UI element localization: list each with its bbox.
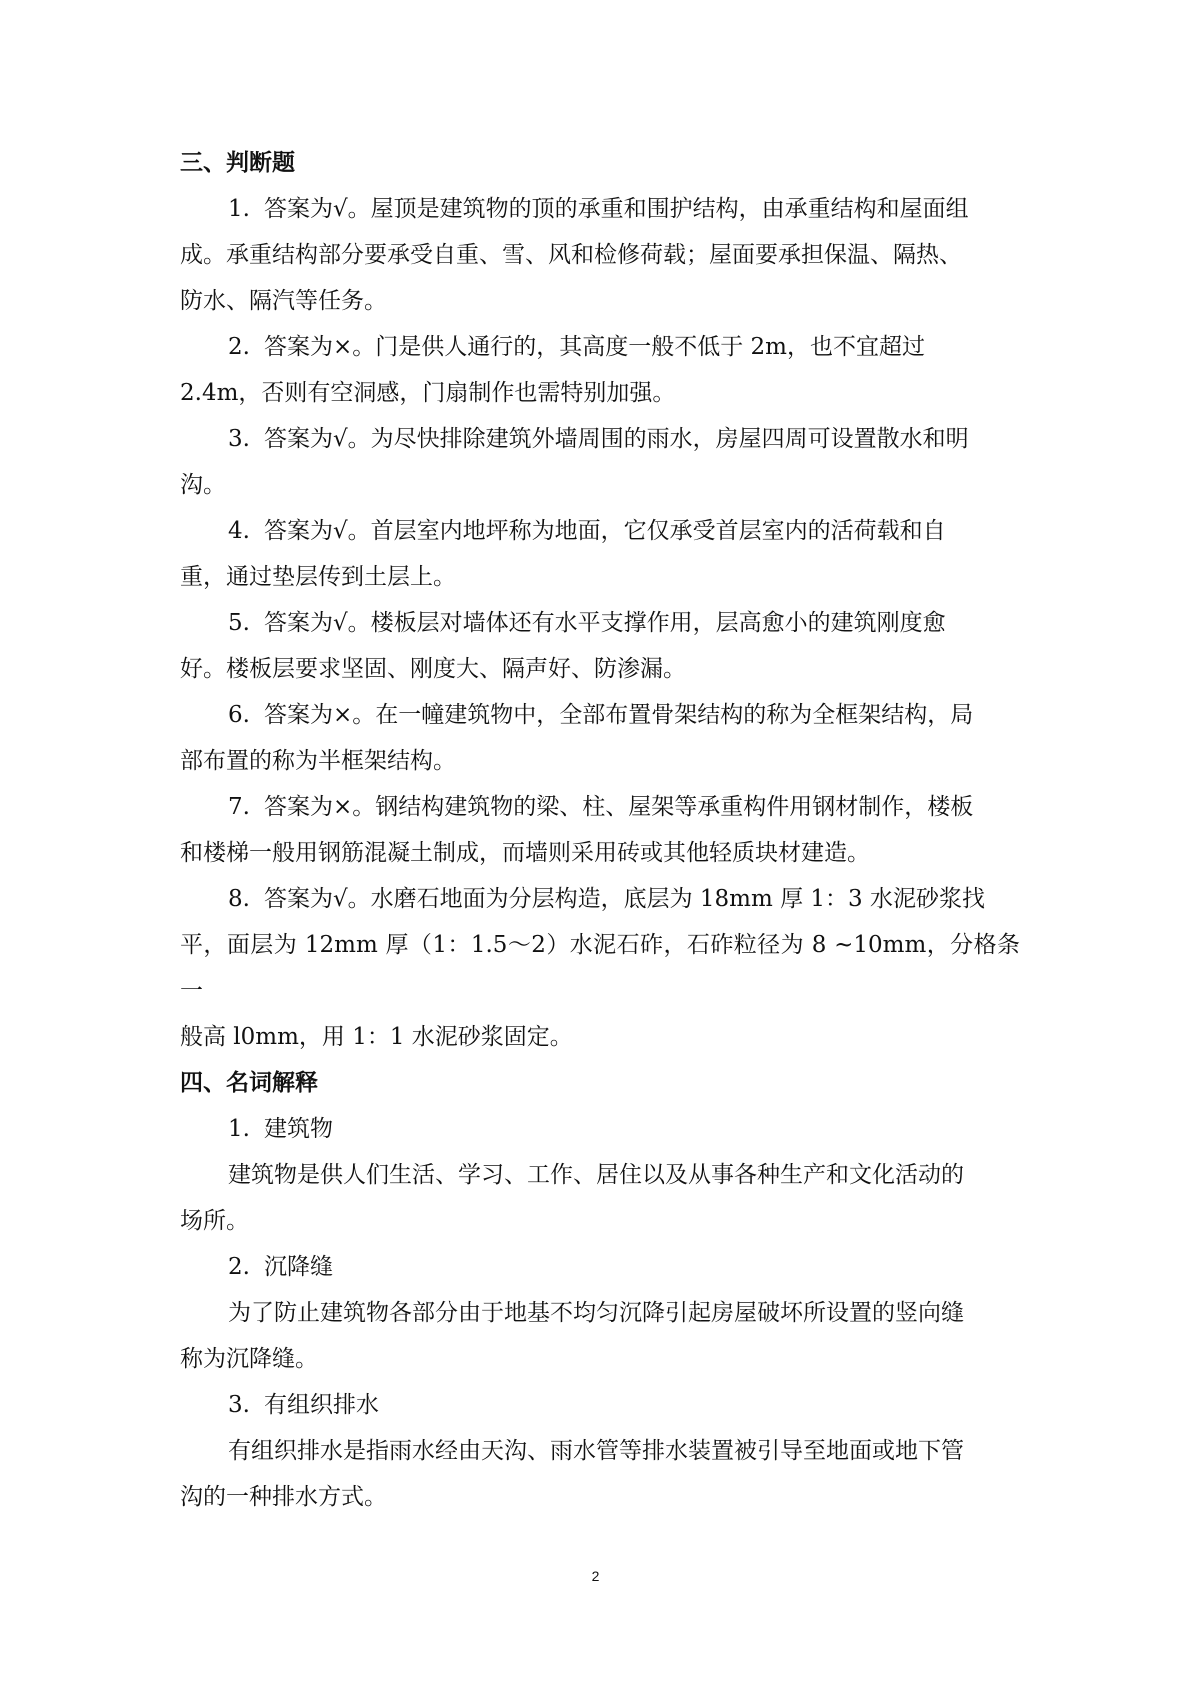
term-number: 2. xyxy=(228,1254,250,1280)
term-definition-1 xyxy=(180,1152,1020,1244)
item-number: 4. xyxy=(228,518,250,544)
item-text: 答案为√。楼板层对墙体还有水平支撑作用，层高愈小的建筑刚度愈 xyxy=(263,610,946,636)
page-content xyxy=(180,140,1020,1520)
term-definition-2 xyxy=(180,1290,1020,1382)
term-name: 建筑物 xyxy=(263,1116,333,1142)
item-number: 1. xyxy=(228,196,250,222)
item-number: 5. xyxy=(228,610,250,636)
item-number: 7. xyxy=(228,794,250,820)
item-text: 答案为×。钢结构建筑物的梁、柱、屋架等承重构件用钢材制作，楼板 xyxy=(263,794,974,820)
term-heading-3 xyxy=(180,1382,1020,1428)
item-text: 答案为√。为尽快排除建筑外墙周围的雨水，房屋四周可设置散水和明 xyxy=(263,426,969,452)
definition-text: 沟的一种排水方式。 xyxy=(180,1484,387,1510)
judgement-item-1 xyxy=(180,186,1020,324)
item-text: 答案为√。首层室内地坪称为地面，它仅承受首层室内的活荷载和自 xyxy=(263,518,946,544)
section-title-terms: 四、名词解释 xyxy=(180,1070,318,1096)
item-text: 防水、隔汽等任务。 xyxy=(180,288,387,314)
item-number: 6. xyxy=(228,702,250,728)
item-text: 好。楼板层要求坚固、刚度大、隔声好、防渗漏。 xyxy=(180,656,686,682)
section-title-judgement: 三、判断题 xyxy=(180,150,295,176)
term-definition-3 xyxy=(180,1428,1020,1520)
item-text: 答案为√。屋顶是建筑物的顶的承重和围护结构，由承重结构和屋面组 xyxy=(263,196,969,222)
item-text: 2.4m，否则有空洞感，门扇制作也需特别加强。 xyxy=(180,380,676,406)
term-name: 有组织排水 xyxy=(263,1392,379,1418)
judgement-item-5 xyxy=(180,600,1020,692)
item-text: 和楼梯一般用钢筋混凝土制成，而墙则采用砖或其他轻质块材建造。 xyxy=(180,840,870,866)
item-number: 8. xyxy=(228,886,250,912)
term-number: 1. xyxy=(228,1116,250,1142)
term-heading-1 xyxy=(180,1106,1020,1152)
item-number: 2. xyxy=(228,334,250,360)
judgement-item-3 xyxy=(180,416,1020,508)
judgement-item-6 xyxy=(180,692,1020,784)
definition-text: 建筑物是供人们生活、学习、工作、居住以及从事各种生产和文化活动的 xyxy=(228,1162,964,1188)
judgement-item-2 xyxy=(180,324,1020,416)
definition-text: 称为沉降缝。 xyxy=(180,1346,318,1372)
judgement-item-8 xyxy=(180,876,1020,1060)
item-text: 沟。 xyxy=(180,472,226,498)
judgement-item-4 xyxy=(180,508,1020,600)
judgement-item-7 xyxy=(180,784,1020,876)
item-text: 般高 l0mm，用 1：1 水泥砂浆固定。 xyxy=(180,1024,573,1050)
item-text: 答案为×。门是供人通行的，其高度一般不低于 2m，也不宜超过 xyxy=(263,334,925,360)
page-number: 2 xyxy=(591,1568,600,1584)
item-text: 答案为√。水磨石地面为分层构造，底层为 18mm 厚 1：3 水泥砂浆找 xyxy=(263,886,986,912)
item-text: 平，面层为 12mm 厚（1：1.5～2）水泥石砟，石砟粒径为 8 ~10mm，分格条一 xyxy=(180,932,1020,1004)
item-text: 答案为×。在一幢建筑物中，全部布置骨架结构的称为全框架结构，局 xyxy=(263,702,974,728)
item-text: 部布置的称为半框架结构。 xyxy=(180,748,456,774)
definition-text: 为了防止建筑物各部分由于地基不均匀沉降引起房屋破坏所设置的竖向缝 xyxy=(228,1300,964,1326)
term-number: 3. xyxy=(228,1392,250,1418)
item-text: 成。承重结构部分要承受自重、雪、风和检修荷载；屋面要承担保温、隔热、 xyxy=(180,242,962,268)
item-text: 重，通过垫层传到土层上。 xyxy=(180,564,456,590)
term-name: 沉降缝 xyxy=(263,1254,333,1280)
item-number: 3. xyxy=(228,426,250,452)
term-heading-2 xyxy=(180,1244,1020,1290)
definition-text: 有组织排水是指雨水经由天沟、雨水管等排水装置被引导至地面或地下管 xyxy=(228,1438,964,1464)
definition-text: 场所。 xyxy=(180,1208,249,1234)
